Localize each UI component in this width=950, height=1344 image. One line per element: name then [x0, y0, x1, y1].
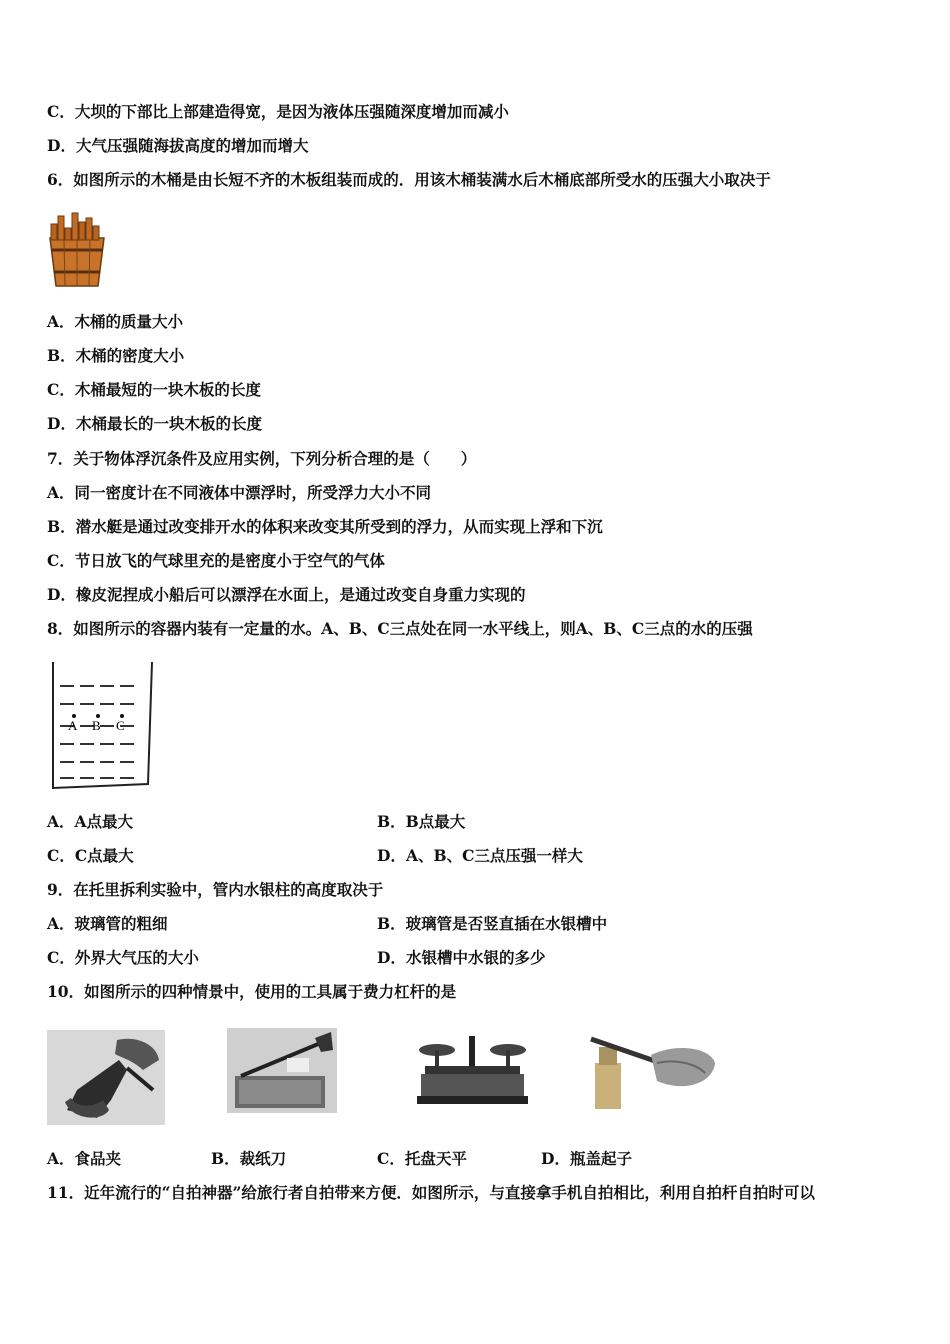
wooden-bucket-figure [46, 212, 108, 290]
option-c-q9: C．外界大气压的大小 [47, 948, 199, 967]
question-10: 10．如图所示的四种情景中，使用的工具属于费力杠杆的是 [47, 982, 457, 1001]
option-c-q6: C．木桶最短的一块木板的长度 [47, 380, 261, 399]
option-c-q8: C．C点最大 [47, 846, 134, 865]
option-d-q7: D．橡皮泥捏成小船后可以漂浮在水面上，是通过改变自身重力实现的 [47, 585, 526, 604]
question-11: 11．近年流行的“自拍神器”给旅行者自拍带来方便．如图所示，与直接拿手机自拍相比，利用自拍杆自拍时可以 [47, 1183, 815, 1202]
question-7: 7．关于物体浮沉条件及应用实例，下列分析合理的是（ ） [47, 449, 477, 468]
option-d-q10: D．瓶盖起子 [541, 1149, 632, 1168]
option-b-q8: B．B点最大 [377, 812, 466, 831]
balance-scale-image [415, 1030, 530, 1108]
option-d-q8: D．A、B、C三点压强一样大 [377, 846, 583, 865]
option-b-q7: B．潜水艇是通过改变排开水的体积来改变其所受到的浮力，从而实现上浮和下沉 [47, 517, 603, 536]
option-a-q10: A．食品夹 [47, 1149, 122, 1168]
option-c-q7: C．节日放飞的气球里充的是密度小于空气的气体 [47, 551, 385, 570]
option-b-q6: B．木桶的密度大小 [47, 346, 185, 365]
point-b-label: B [92, 718, 101, 733]
option-a-q8: A．A点最大 [47, 812, 134, 831]
question-6: 6．如图所示的木桶是由长短不齐的木板组装而成的．用该木桶装满水后木桶底部所受水的压强大小取决于 [47, 170, 771, 189]
question-9: 9．在托里拆利实验中，管内水银柱的高度取决于 [47, 880, 384, 899]
point-c-label: C [116, 718, 125, 733]
option-c-q10: C．托盘天平 [377, 1149, 467, 1168]
option-a-q7: A．同一密度计在不同液体中漂浮时，所受浮力大小不同 [47, 483, 432, 502]
paper-cutter-image [227, 1028, 337, 1113]
point-a-label: A [68, 718, 78, 733]
bottle-opener-image [585, 1033, 717, 1109]
option-d-q5: D．大气压强随海拔高度的增加而增大 [47, 136, 309, 155]
question-8: 8．如图所示的容器内装有一定量的水。A、B、C三点处在同一水平线上，则A、B、C三点的水的压强 [47, 619, 753, 638]
option-c-q5: C．大坝的下部比上部建造得宽，是因为液体压强随深度增加而减小 [47, 102, 509, 121]
option-b-q9: B．玻璃管是否竖直插在水银槽中 [377, 914, 608, 933]
option-a-q9: A．玻璃管的粗细 [47, 914, 168, 933]
food-tongs-image [47, 1030, 165, 1125]
water-container-figure [48, 660, 158, 792]
option-d-q6: D．木桶最长的一块木板的长度 [47, 414, 262, 433]
option-b-q10: B．裁纸刀 [211, 1149, 287, 1168]
option-d-q9: D．水银槽中水银的多少 [377, 948, 546, 967]
option-a-q6: A．木桶的质量大小 [47, 312, 184, 331]
